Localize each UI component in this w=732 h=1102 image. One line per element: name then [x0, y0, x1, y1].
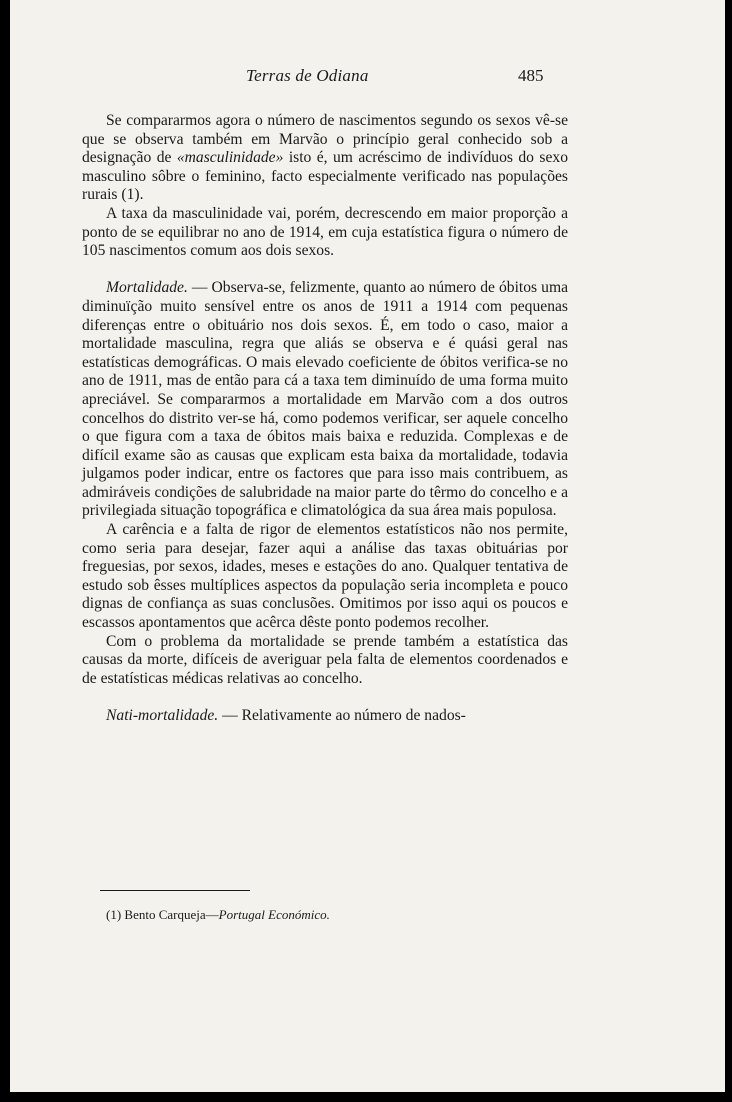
- term-masculinidade: «masculinidade»: [176, 149, 284, 167]
- paragraph-carencia: A carência e a falta de rigor de elementos estatísticos não nos permite, como seria para desejar, fazer aqui a análise das taxas obituárias por freguesias, por sexos, idades, meses e estações do ano. Qualquer tentativa de estudo sob êsses multíplices aspectos da população seria incompleta e pouco dignas de confiança as suas conclusões. Omitimos por isso aqui os poucos e escassos apontamentos que acêrca dêste ponto podemos recolher.: [82, 521, 568, 632]
- running-title: Terras de Odiana: [246, 66, 369, 85]
- section-heading-natimortalidade: Nati-mortalidade.: [106, 707, 219, 724]
- book-page: [10, 0, 725, 1092]
- page-header: [10, 66, 725, 90]
- paragraph-sexos: Se compararmos agora o número de nascimentos segundo os sexos vê-se que se observa também em Marvão o princípio geral conhecido sob a designação de «masculinidade» isto é, um acréscimo de indivíduos do sexo masculino sôbre o feminino, facto especialmente verificado nas populações rurais (1).: [82, 112, 568, 204]
- footnote-work: Portugal Económico.: [218, 907, 330, 922]
- paragraph-mortalidade: Mortalidade. — Observa-se, felizmente, quanto ao número de óbitos uma diminuïção muito sensível entre os anos de 1911 a 1914 com pequenas diferenças entre o obituário nos dois sexos. É, em todo o caso, maior a mortalidade masculina, regra que aliás se observa e é quási geral nas estatísticas demográficas. O mais elevado coeficiente de óbitos verifica-se no ano de 1911, mas de então para cá a taxa tem diminuído de uma forma muito apreciável. Se compararmos a mortalidade em Marvão com a dos outros concelhos do distrito ver-se há, como podemos verificar, ser aquele concelho o que figura com a taxa de óbitos mais baixa e reduzida. Complexas e de difícil exame são as causas que explicam esta baixa da mortalidade, todavia julgamos poder indicar, entre os factores que para isso mais contribuem, as admiráveis condições de salubridade na maior parte do têrmo do concelho e a privilegiada situação topográfica e climatológica da sua área mais populosa.: [82, 279, 568, 520]
- section-heading-mortalidade: Mortalidade.: [106, 279, 188, 297]
- footnote: [106, 907, 330, 923]
- paragraph-taxa: A taxa da masculinidade vai, porém, decrescendo em maior proporção a ponto de se equilibrar no ano de 1914, em cuja estatística figura o número de 105 nascimentos comum aos dois sexos.: [82, 204, 568, 260]
- body-text: [82, 112, 568, 726]
- paragraph-natimortalidade: Nati-mortalidade. — Relativamente ao número de nados-: [106, 707, 466, 724]
- footnote-rule: [100, 890, 250, 891]
- footnote-author: Bento Carqueja: [124, 907, 206, 922]
- footnote-marker: (1): [106, 907, 122, 922]
- paragraph-problema: Com o problema da mortalidade se prende também a estatística das causas da morte, difíceis de averiguar pela falta de elementos coordenados e de estatísticas médicas relativas ao concelho.: [82, 632, 568, 687]
- page-number: 485: [518, 66, 544, 85]
- footnote-dash: —: [205, 907, 219, 922]
